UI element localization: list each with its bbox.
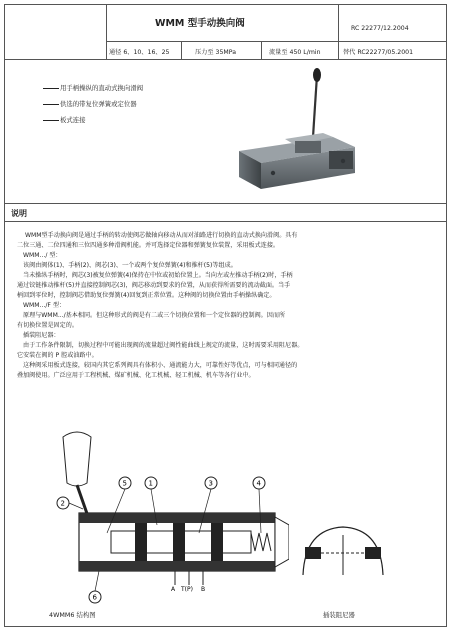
header-bottom-rule [5,59,447,60]
damper-hatch [305,547,321,559]
caption-structure: 4WMM6 结构图 [49,611,96,619]
svg-text:1: 1 [148,479,153,488]
svg-text:2: 2 [60,499,65,508]
description-line: WMM.../F 型： [23,302,66,309]
description-line: 这种阀采用板式连接，较国内其它系列阀具有体积小、通流能力大，可靠性好等优点，可与相同通径的 [23,362,298,369]
callout-2 [57,497,83,509]
description-line: 它安装在阀的 P 腔或油路中。 [17,352,98,359]
datasheet-page [4,4,447,627]
damper-hatch [365,547,381,559]
body-hatch [79,561,275,571]
valve-cross-section-drawing [39,425,289,607]
page-title: WMM 型手动换向阀 [155,18,245,29]
section-title: 说明 [11,209,27,218]
svg-text:3: 3 [208,479,213,488]
valve-product-image [225,67,375,195]
spec-pressure: 压力至 35MPa [195,49,236,56]
spool-land [135,523,147,561]
description-line: 叠加阀使用。广泛应用于工程机械、煤矿机械、化工机械、轻工机械、机车等各行业中。 [17,372,255,379]
caption-damper: 插装阻尼器 [323,611,355,619]
lever-knob [313,68,321,82]
body-hatch [79,513,275,523]
lever-rod [313,75,317,137]
description-line: 插装阻尼器： [23,332,60,339]
description-line: WMM型手动换向阀是通过手柄的转动使阀芯做轴向移动从而对油路进行切换的直动式换向滑阀。具有 [25,232,298,239]
spec-divider [261,41,262,59]
callout-6 [89,571,101,603]
section-rule-top [5,203,447,204]
spec-sizes: 通径 6、10、16、25 [109,49,170,56]
description-line: 柄回到零位时，控制阀芯借助复位弹簧(4)回复到正常位置。这种阀的切换位置由手柄操纵确定。 [17,292,276,299]
spec-replaces: 替代 RC22277/05.2001 [343,49,414,56]
port-label: B [201,586,206,593]
spec-flow: 流量至 450 L/min [269,49,321,56]
description-line: 通过铰链推动推杆(5)并直接控制阀芯(3)，阀芯移动到要求的位置，从而获得所需要的流动截面。当手 [17,282,291,289]
svg-text:6: 6 [92,593,97,602]
description-line: 由于工作条件限制，切换过程中可能出现阀的流量超过阀性能曲线上规定的流量，这时需要采用阻尼器。 [23,342,304,349]
end-cap [275,517,289,567]
description-line: WMM.../ 型： [23,252,62,259]
description-line: 二位三通、二位四通和三位四通多种滑阀机能。并可选择定位器和弹簧复位装置，采用板式连接。 [17,242,280,249]
feature-item: 板式连接 [43,115,86,124]
logo-placeholder [5,5,107,60]
description-line: 当未操纵手柄时，阀芯(3)被复位弹簧(4)保持在中位或初始位置上。当向左或左推动手柄(2)时，手柄 [23,272,293,279]
description-line: 有切换位置是固定的。 [17,322,78,329]
description-line: 该阀由阀体(1)、手柄(2)、阀芯(3)、一个或两个复位弹簧(4)和推杆(5)等组成。 [23,262,237,269]
handle-knob [63,432,91,486]
header-row-divider [106,41,447,42]
port-label: A [171,586,176,593]
description-line: 原理与WMM.../基本相同。但这种形式的阀是有二或三个切换位置和一个定位器的控制阀。因而所 [23,312,286,319]
svg-text:4: 4 [256,479,261,488]
damper-detail-drawing [297,517,389,585]
port-label: T(P) [181,586,193,593]
svg-text:5: 5 [122,479,127,488]
feature-item: 用手柄操纵的直动式换向滑阀 [43,83,143,92]
feature-item: 供选的带复位弹簧或定位器 [43,99,137,108]
spool-land [173,523,185,561]
header-divider [338,5,339,59]
section-rule-bottom [5,221,447,222]
spool-land [211,523,223,561]
spec-divider [181,41,182,59]
doc-number: RC 22277/12.2004 [351,25,409,32]
